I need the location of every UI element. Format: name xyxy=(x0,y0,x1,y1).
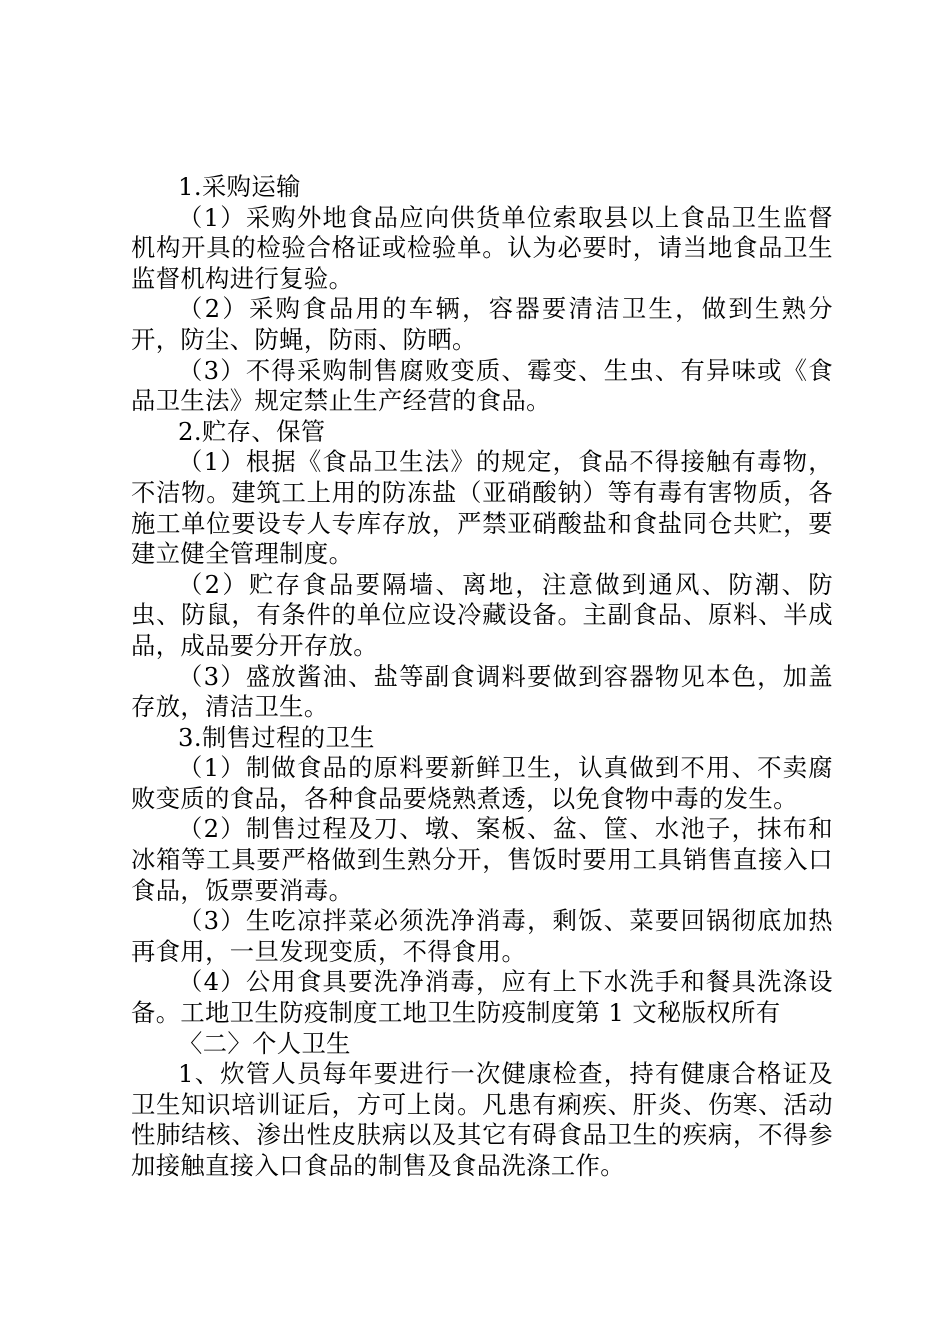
document-body xyxy=(131,172,833,1182)
paragraph-process-2: （2）制售过程及刀、墩、案板、盆、筐、水池子，抹布和冰箱等工具要严格做到生熟分开，售饭时要用工具销售直接入口食品，饭票要消毒。 xyxy=(131,814,833,905)
paragraph-procurement-1: （1）采购外地食品应向供货单位索取县以上食品卫生监督机构开具的检验合格证或检验单。认为必要时，请当地食品卫生监督机构进行复验。 xyxy=(131,202,833,293)
section-heading-personal-hygiene: 〈二〉个人卫生 xyxy=(178,1028,351,1058)
section-heading-storage: 2.贮存、保管 xyxy=(178,416,326,446)
paragraph-procurement-2: （2）采购食品用的车辆，容器要清洁卫生，做到生熟分开，防尘、防蝇，防雨、防晒。 xyxy=(131,294,833,354)
paragraph-storage-2: （2）贮存食品要隔墙、离地，注意做到通风、防潮、防虫、防鼠，有条件的单位应设冷藏设备。主副食品、原料、半成品，成品要分开存放。 xyxy=(131,569,833,660)
paragraph-personal-1: 1、炊管人员每年要进行一次健康检查，持有健康合格证及卫生知识培训证后，方可上岗。凡患有痢疾、肝炎、伤寒、活动性肺结核、渗出性皮肤病以及其它有碍食品卫生的疾病，不得参加接触直接入口食品的制售及食品洗涤工作。 xyxy=(131,1059,833,1180)
paragraph-process-1: （1）制做食品的原料要新鲜卫生，认真做到不用、不卖腐败变质的食品，各种食品要烧熟煮透，以免食物中毒的发生。 xyxy=(131,753,833,813)
paragraph-storage-1: （1）根据《食品卫生法》的规定，食品不得接触有毒物，不洁物。建筑工上用的防冻盐（亚硝酸钠）等有毒有害物质，各施工单位要设专人专库存放，严禁亚硝酸盐和食盐同仓共贮，要建立健全管理制度。 xyxy=(131,447,833,569)
section-heading-procurement: 1.采购运输 xyxy=(178,172,301,201)
section-heading-process-hygiene: 3.制售过程的卫生 xyxy=(178,722,375,752)
paragraph-process-4: （4）公用食具要洗净消毒，应有上下水洗手和餐具洗涤设备。工地卫生防疫制度工地卫生防疫制度第 1 文秘版权所有 xyxy=(131,967,833,1028)
paragraph-procurement-3: （3）不得采购制售腐败变质、霉变、生虫、有异味或《食品卫生法》规定禁止生产经营的食品。 xyxy=(131,355,833,416)
paragraph-process-3: （3）生吃凉拌菜必须洗净消毒，剩饭、菜要回锅彻底加热再食用，一旦发现变质，不得食用。 xyxy=(131,906,833,966)
paragraph-storage-3: （3）盛放酱油、盐等副食调料要做到容器物见本色，加盖存放，清洁卫生。 xyxy=(131,661,833,722)
